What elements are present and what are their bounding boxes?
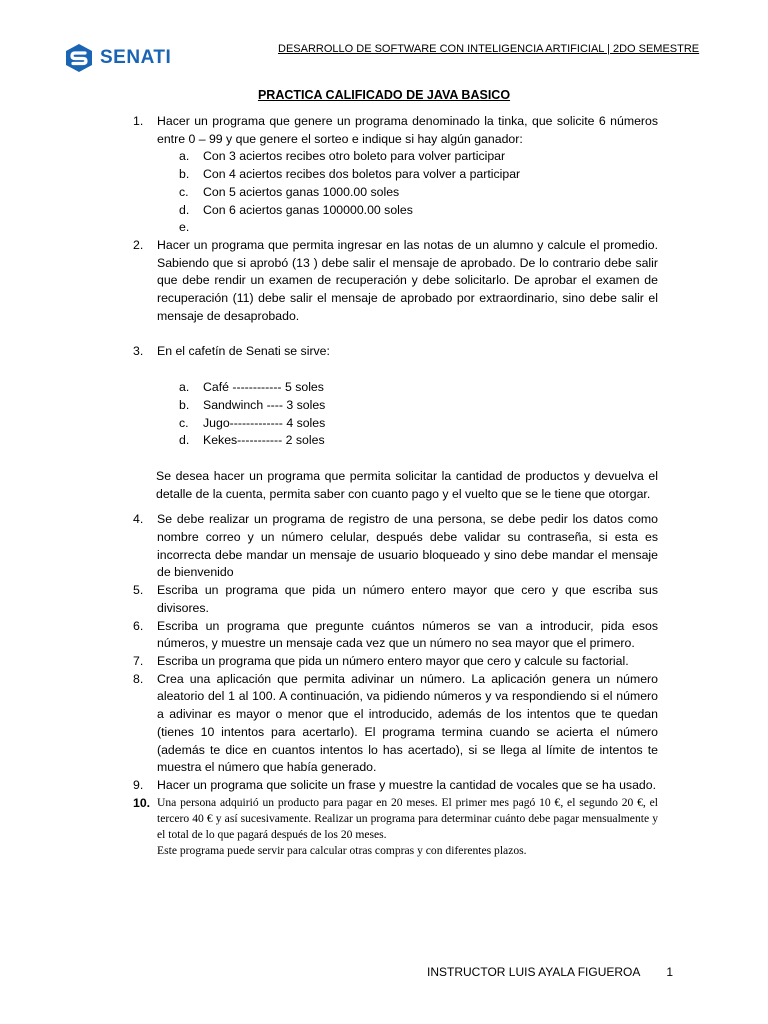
sub-letter: a.: [179, 149, 190, 164]
footer: [427, 965, 673, 979]
list-item: [133, 618, 658, 653]
sub-letter: d.: [179, 433, 190, 448]
item-text: Hacer un programa que permita ingresar en las notas de un alumno y calcule el promedio. Sabiendo que si aprobó (13 ) debe salir el mensaje de aprobado. De lo contrario debe salir que debe rendir un examen de recuperación y debe solicitarlo. De aprobar el examen de recuperación (11) debe salir el mensaje de aprobado por extraordinario, sino debe salir el mensaje de desaprobado.: [157, 237, 658, 323]
item-number: 5.: [133, 583, 144, 598]
item-number: 10.: [133, 795, 151, 810]
item-number: 4.: [133, 512, 144, 527]
sub-text: Sandwinch ---- 3 soles: [203, 397, 326, 412]
sub-item: [133, 397, 658, 415]
item-text: Una persona adquirió un producto para pagar en 20 meses. El primer mes pagó 10 €, el segundo 20 €, el tercero 40 € y así sucesivamente. Realizar un programa para determinar cuánto debe pagar mensualmente y el total de lo que pagará después de los 20 meses.: [157, 795, 658, 841]
sub-item: [133, 432, 658, 450]
sub-text: Café ------------ 5 soles: [203, 380, 324, 395]
item-number: 9.: [133, 777, 144, 792]
sub-text: Jugo------------- 4 soles: [203, 415, 326, 430]
item-text: Hacer un programa que genere un programa denominado la tinka, que solicite 6 números entre 0 – 99 y que genere el sorteo e indique si hay algún ganador:: [157, 114, 658, 146]
senati-logo-icon: [64, 43, 94, 73]
instructor-name: INSTRUCTOR LUIS AYALA FIGUEROA: [427, 965, 641, 979]
sub-letter: e.: [179, 220, 190, 235]
item-number: 3.: [133, 344, 144, 359]
sub-text: Con 5 aciertos ganas 1000.00 soles: [203, 184, 400, 199]
sub-item: [133, 415, 658, 433]
document-title: PRACTICA CALIFICADO DE JAVA BASICO: [257, 88, 511, 102]
item-number: 8.: [133, 671, 144, 686]
item-text: Escriba un programa que pida un número entero mayor que cero y calcule su factorial.: [157, 653, 629, 668]
list-item: [133, 671, 658, 777]
item-text: Hacer un programa que solicite un frase y muestre la cantidad de vocales que se ha usado.: [157, 777, 656, 792]
list-item: [133, 653, 658, 671]
item-number: 7.: [133, 653, 144, 668]
sub-item: [133, 379, 658, 397]
sub-item: [133, 202, 658, 220]
sub-letter: c.: [179, 184, 189, 199]
item-text: Se debe realizar un programa de registro de una persona, se debe pedir los datos como nombre correo y un número celular, después debe validar su contraseña, si esta es incorrecta debe mandar un mensaje de usuario bloqueado y sino debe mandar el mensaje de bienvenido: [157, 512, 658, 580]
sub-letter: a.: [179, 380, 190, 395]
item-text-2: Este programa puede servir para calcular otras compras y con diferentes plazos.: [157, 843, 527, 857]
sub-item: [133, 166, 658, 184]
sub-text: Kekes----------- 2 soles: [203, 433, 325, 448]
item-text: Crea una aplicación que permita adivinar un número. La aplicación genera un número aleatorio del 1 al 100. A continuación, va pidiendo números y va respondiendo si el número a adivinar es mayor o menor que el introducido, además de los intentos que te quedan (tienes 10 intentos para acertarlo). El programa termina cuando se acierta el número (además te dice en cuantos intentos lo has acertado), si se llega al límite de intentos te muestra el número que había generado.: [157, 671, 658, 775]
list-item: [133, 237, 658, 326]
sub-text: Con 4 aciertos recibes dos boletos para volver a participar: [203, 167, 521, 182]
sub-letter: b.: [179, 397, 190, 412]
item-text: En el cafetín de Senati se sirve:: [157, 344, 330, 359]
sub-item: [133, 219, 658, 237]
item-text: Escriba un programa que pida un número entero mayor que cero y que escriba sus divisores.: [157, 583, 658, 615]
page-number: 1: [666, 965, 674, 979]
list-item: [133, 777, 658, 795]
item-number: 1.: [133, 114, 144, 128]
list-item: [133, 582, 658, 617]
list-item: [133, 343, 658, 361]
sub-letter: d.: [179, 202, 190, 217]
item-number: 6.: [133, 618, 144, 633]
list-item: [133, 113, 658, 148]
sub-item: [133, 184, 658, 202]
document-body: [133, 113, 658, 859]
item-number: 2.: [133, 237, 144, 252]
sub-item: [133, 148, 658, 166]
senati-logo: [64, 43, 171, 73]
sub-letter: b.: [179, 167, 190, 182]
item-text: Escriba un programa que pregunte cuántos números se van a introducir, pida esos números, y muestre un mensaje cada vez que un número no sea mayor que el primero.: [157, 618, 658, 651]
list-item: [133, 795, 658, 859]
sub-text: [203, 220, 206, 234]
sub-letter: c.: [179, 415, 189, 430]
sub-text: Con 3 aciertos recibes otro boleto para volver participar: [203, 149, 506, 164]
header-title: DESARROLLO DE SOFTWARE CON INTELIGENCIA ARTIFICIAL | 2DO SEMESTRE: [278, 43, 700, 55]
logo-text: SENATI: [100, 47, 172, 68]
sub-text: Con 6 aciertos ganas 100000.00 soles: [203, 202, 413, 217]
list-item: [133, 511, 658, 582]
item-paragraph: Se desea hacer un programa que permita solicitar la cantidad de productos y devuelva el detalle de la cuenta, permita saber con cuanto pago y el vuelto que se le tiene que otorgar.: [156, 468, 658, 501]
